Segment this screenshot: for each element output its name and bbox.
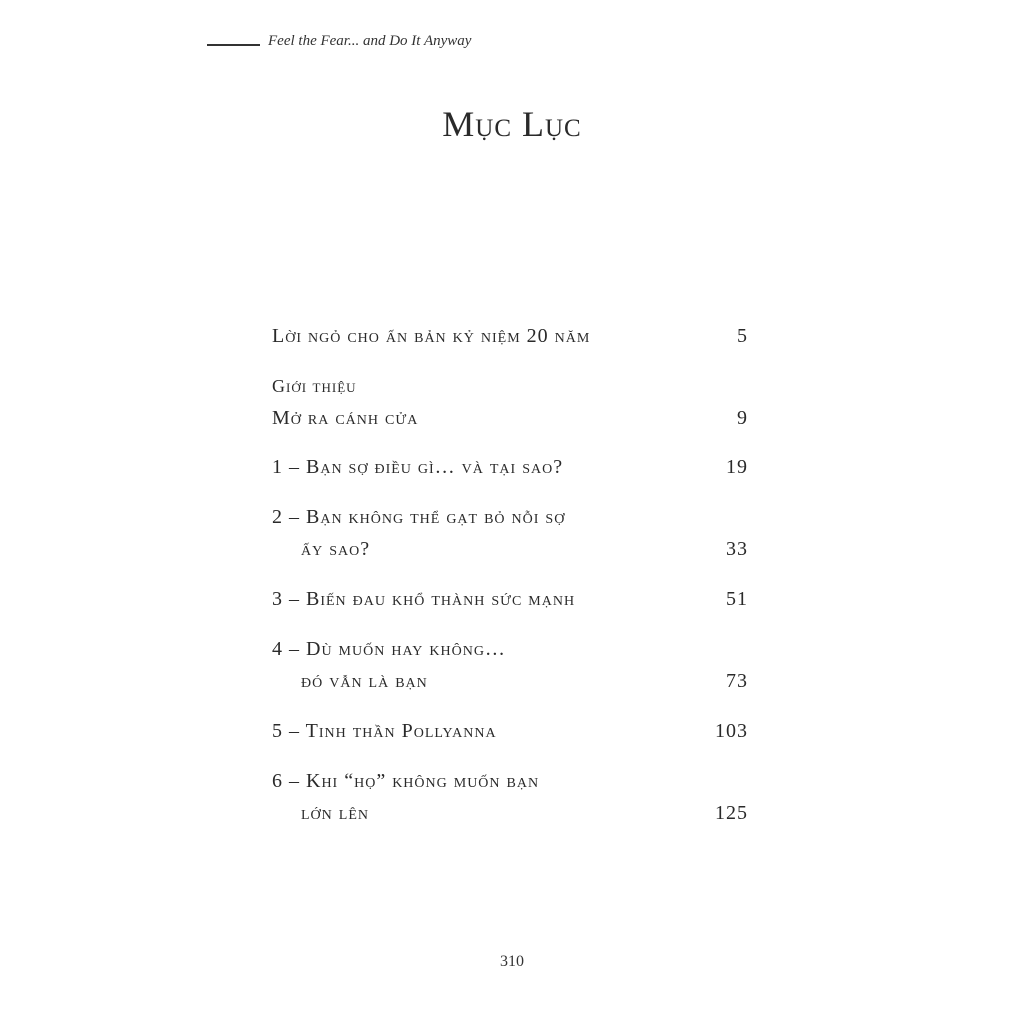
toc-entry-page: 73 — [726, 670, 748, 692]
toc-entry-chapter-5 — [272, 715, 748, 747]
page-title: Mục Lục — [442, 104, 582, 144]
toc-entry-title-continued: ấy sao? — [301, 538, 371, 560]
toc-entry-introduction — [272, 370, 748, 434]
toc-entry-title-continued: đó vẫn là bạn — [301, 670, 428, 692]
toc-entry-page: 125 — [715, 802, 748, 824]
toc-entry-title: 1 – Bạn sợ điều gì… và tại sao? — [272, 456, 564, 478]
toc-entry-title: Lời ngỏ cho ấn bản kỷ niệm 20 năm — [272, 325, 591, 347]
toc-entry-page: 19 — [726, 456, 748, 478]
toc-entry-title: 2 – Bạn không thể gạt bỏ nỗi sợ — [272, 506, 566, 528]
header-rule — [207, 44, 260, 46]
toc-entry-page: 9 — [737, 407, 748, 429]
toc-entry-page: 51 — [726, 588, 748, 610]
toc-entry-title: 4 – Dù muốn hay không… — [272, 638, 506, 660]
toc-entry-title: Mở ra cánh cửa — [272, 407, 419, 429]
toc-entry-preface — [272, 320, 748, 352]
toc-entry-page: 5 — [737, 325, 748, 347]
toc-entry-title: 5 – Tinh thần Pollyanna — [272, 720, 497, 742]
toc-entry-chapter-1 — [272, 451, 748, 483]
toc-entry-chapter-6 — [272, 765, 748, 829]
running-header: Feel the Fear... and Do It Anyway — [268, 33, 472, 49]
toc-entry-page: 103 — [715, 720, 748, 742]
toc-entry-chapter-3 — [272, 583, 748, 615]
page-number: 310 — [500, 953, 524, 970]
toc-entry-page: 33 — [726, 538, 748, 560]
toc-entry-title: 6 – Khi “họ” không muốn bạn — [272, 770, 540, 792]
toc-entry-label: Giới thiệu — [272, 376, 357, 396]
toc-entry-chapter-4 — [272, 633, 748, 697]
toc-entry-title-continued: lớn lên — [301, 802, 369, 824]
toc-entry-title: 3 – Biến đau khổ thành sức mạnh — [272, 588, 576, 610]
toc-entry-chapter-2 — [272, 501, 748, 565]
